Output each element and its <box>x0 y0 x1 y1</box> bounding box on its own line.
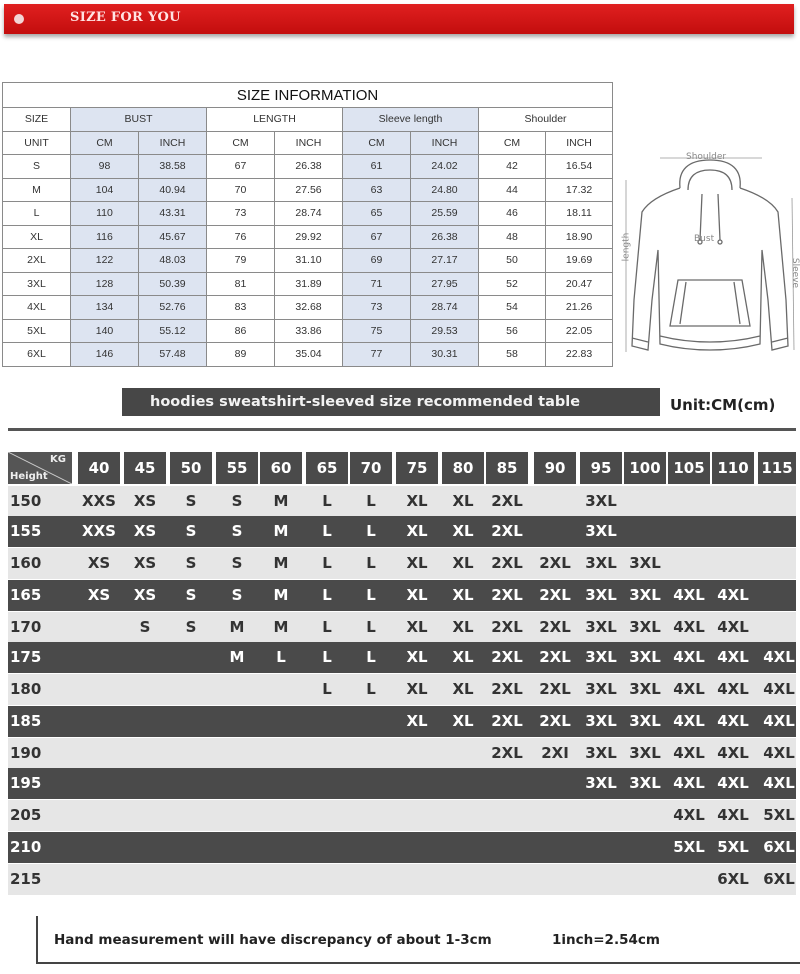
measurement-cell: 67 <box>343 225 411 249</box>
size-cell: M <box>229 648 245 666</box>
size-row <box>3 296 613 320</box>
measurement-cell: 50.39 <box>139 272 207 296</box>
weight-header-cell: 105 <box>668 452 710 484</box>
measurement-cell: 81 <box>207 272 275 296</box>
measurement-cell: 40.94 <box>139 178 207 202</box>
measurement-cell: 33.86 <box>275 319 343 343</box>
size-cell: 2XL <box>491 648 523 666</box>
banner-title: SIZE FOR YOU <box>70 10 181 25</box>
measurement-cell: 29.92 <box>275 225 343 249</box>
size-cell: 2XL <box>491 554 523 572</box>
size-cell: XXS <box>82 492 116 510</box>
height-row <box>8 738 796 769</box>
size-cell: L <box>366 618 376 636</box>
size-cell: 2XL <box>539 648 571 666</box>
size-cell: XL <box>406 554 428 572</box>
size-row <box>3 155 613 179</box>
size-cell: L <box>366 492 376 510</box>
weight-header-cell: 110 <box>712 452 754 484</box>
weight-header-cell: 50 <box>170 452 212 484</box>
size-label-cell: 2XL <box>3 249 71 273</box>
size-row <box>3 249 613 273</box>
size-cell: 6XL <box>763 838 795 856</box>
top-banner <box>4 4 794 34</box>
measurement-cell: 21.26 <box>546 296 613 320</box>
measurement-cell: 28.74 <box>275 202 343 226</box>
size-cell: 2XL <box>491 492 523 510</box>
measurement-cell: 79 <box>207 249 275 273</box>
weight-header-cell: 60 <box>260 452 302 484</box>
size-cell: 2XL <box>491 680 523 698</box>
size-label-cell: M <box>3 178 71 202</box>
weight-header-cell: 55 <box>216 452 258 484</box>
measurement-cell: 70 <box>207 178 275 202</box>
size-cell: XL <box>452 680 474 698</box>
size-cell: 4XL <box>673 618 705 636</box>
size-cell: 4XL <box>763 712 795 730</box>
measurement-cell: 31.10 <box>275 249 343 273</box>
size-row <box>3 178 613 202</box>
size-cell: M <box>273 586 289 604</box>
measurement-cell: 116 <box>71 225 139 249</box>
banner-dot-icon <box>14 14 24 24</box>
size-cell: 3XL <box>585 586 617 604</box>
size-label-cell: 5XL <box>3 319 71 343</box>
size-cell: XL <box>452 618 474 636</box>
measurement-cell: 69 <box>343 249 411 273</box>
measurement-cell: 18.11 <box>546 202 613 226</box>
size-cell: 3XL <box>629 618 661 636</box>
size-cell: 4XL <box>717 774 749 792</box>
height-label: 170 <box>10 618 42 636</box>
size-cell: 4XL <box>673 648 705 666</box>
size-cell: L <box>366 522 376 540</box>
size-cell: 5XL <box>673 838 705 856</box>
diagram-label-shoulder: Shoulder <box>686 152 727 162</box>
height-row <box>8 800 796 831</box>
measurement-cell: 48 <box>479 225 546 249</box>
size-cell: 3XL <box>629 774 661 792</box>
measurement-cell: 42 <box>479 155 546 179</box>
size-cell: L <box>366 648 376 666</box>
size-cell: XL <box>406 712 428 730</box>
size-cell: XL <box>406 648 428 666</box>
size-cell: 2XL <box>491 744 523 762</box>
size-cell: 4XL <box>717 712 749 730</box>
height-label: 210 <box>10 838 42 856</box>
footer-box <box>36 916 800 964</box>
height-row <box>8 674 796 705</box>
size-cell: XL <box>406 680 428 698</box>
size-cell: M <box>273 522 289 540</box>
size-recommendation-grid <box>8 452 796 888</box>
size-label-cell: 3XL <box>3 272 71 296</box>
measurement-cell: 98 <box>71 155 139 179</box>
size-cell: 5XL <box>763 806 795 824</box>
measurement-cell: 27.95 <box>411 272 479 296</box>
size-cell: L <box>322 554 332 572</box>
size-cell: 3XL <box>585 618 617 636</box>
size-row <box>3 202 613 226</box>
size-cell: XL <box>452 554 474 572</box>
size-cell: 2XL <box>539 586 571 604</box>
weight-header-cell: 95 <box>580 452 622 484</box>
measurement-cell: 50 <box>479 249 546 273</box>
unit-cell: CM <box>343 131 411 155</box>
measurement-cell: 128 <box>71 272 139 296</box>
height-row <box>8 612 796 643</box>
size-cell: 4XL <box>763 680 795 698</box>
header-bust: BUST <box>71 108 207 132</box>
measurement-cell: 63 <box>343 178 411 202</box>
size-table-title: SIZE INFORMATION <box>3 83 613 108</box>
size-cell: L <box>322 680 332 698</box>
diagram-label-length: length <box>621 232 632 262</box>
size-cell: XXS <box>82 522 116 540</box>
measurement-cell: 71 <box>343 272 411 296</box>
hoodie-diagram <box>622 150 798 370</box>
size-cell: 2XL <box>491 712 523 730</box>
size-cell: 4XL <box>673 712 705 730</box>
weight-header-row <box>8 452 796 484</box>
size-row <box>3 319 613 343</box>
size-cell: S <box>185 492 197 510</box>
size-cell: 3XL <box>585 554 617 572</box>
size-cell: M <box>229 618 245 636</box>
grid-corner <box>8 452 72 484</box>
size-cell: 4XL <box>673 744 705 762</box>
measurement-cell: 16.54 <box>546 155 613 179</box>
measurement-cell: 24.80 <box>411 178 479 202</box>
height-row <box>8 486 796 517</box>
measurement-cell: 73 <box>343 296 411 320</box>
size-row <box>3 225 613 249</box>
size-row <box>3 343 613 367</box>
measurement-cell: 20.47 <box>546 272 613 296</box>
size-cell: S <box>231 586 243 604</box>
height-row <box>8 832 796 863</box>
measurement-cell: 55.12 <box>139 319 207 343</box>
size-cell: XL <box>452 648 474 666</box>
size-cell: XS <box>133 554 157 572</box>
height-label: 150 <box>10 492 42 510</box>
measurement-cell: 43.31 <box>139 202 207 226</box>
measurement-cell: 31.89 <box>275 272 343 296</box>
size-cell: 3XL <box>585 774 617 792</box>
measurement-cell: 26.38 <box>275 155 343 179</box>
size-cell: 3XL <box>585 648 617 666</box>
size-cell: L <box>322 492 332 510</box>
size-cell: 4XL <box>763 648 795 666</box>
size-cell: XL <box>406 586 428 604</box>
size-cell: 4XL <box>673 774 705 792</box>
header-length: LENGTH <box>207 108 343 132</box>
size-cell: 3XL <box>629 680 661 698</box>
size-cell: L <box>322 522 332 540</box>
height-label: 190 <box>10 744 42 762</box>
measurement-cell: 86 <box>207 319 275 343</box>
size-cell: L <box>322 586 332 604</box>
measurement-cell: 140 <box>71 319 139 343</box>
measurement-cell: 38.58 <box>139 155 207 179</box>
hoodie-illustration <box>622 150 798 366</box>
measurement-cell: 52.76 <box>139 296 207 320</box>
size-cell: 4XL <box>717 744 749 762</box>
unit-cell: CM <box>71 131 139 155</box>
size-cell: 3XL <box>629 744 661 762</box>
size-cell: XL <box>406 522 428 540</box>
measurement-cell: 122 <box>71 249 139 273</box>
measurement-cell: 104 <box>71 178 139 202</box>
measurement-cell: 134 <box>71 296 139 320</box>
size-cell: 3XL <box>585 522 617 540</box>
measurement-cell: 73 <box>207 202 275 226</box>
size-cell: 2XL <box>491 618 523 636</box>
size-cell: 4XL <box>717 648 749 666</box>
height-row <box>8 580 796 611</box>
size-cell: 3XL <box>629 554 661 572</box>
size-label-cell: 6XL <box>3 343 71 367</box>
size-cell: S <box>185 522 197 540</box>
header-sleeve: Sleeve length <box>343 108 479 132</box>
measurement-cell: 30.31 <box>411 343 479 367</box>
size-cell: L <box>322 618 332 636</box>
measurement-cell: 67 <box>207 155 275 179</box>
size-cell: 4XL <box>717 618 749 636</box>
weight-header-cell: 85 <box>486 452 528 484</box>
recommend-title-bar: hoodies sweatshirt-sleeved size recommended table <box>122 388 660 416</box>
size-cell: XL <box>452 492 474 510</box>
size-label-cell: S <box>3 155 71 179</box>
measurement-cell: 76 <box>207 225 275 249</box>
height-row <box>8 706 796 737</box>
measurement-cell: 24.02 <box>411 155 479 179</box>
weight-header-cell: 80 <box>442 452 484 484</box>
measurement-cell: 44 <box>479 178 546 202</box>
size-cell: 2XI <box>541 744 569 762</box>
unit-cell: CM <box>479 131 546 155</box>
size-cell: S <box>231 492 243 510</box>
size-cell: 4XL <box>717 680 749 698</box>
size-cell: XL <box>452 712 474 730</box>
height-row <box>8 548 796 579</box>
height-label: 185 <box>10 712 42 730</box>
measurement-cell: 48.03 <box>139 249 207 273</box>
size-cell: 6XL <box>717 870 749 888</box>
measurement-cell: 35.04 <box>275 343 343 367</box>
size-cell: 2XL <box>539 554 571 572</box>
size-cell: 3XL <box>585 492 617 510</box>
diagram-label-sleeve: Sleeve <box>790 257 800 289</box>
size-cell: XS <box>133 586 157 604</box>
measurement-cell: 19.69 <box>546 249 613 273</box>
measurement-cell: 22.05 <box>546 319 613 343</box>
height-label: 205 <box>10 806 42 824</box>
measurement-cell: 45.67 <box>139 225 207 249</box>
measurement-cell: 22.83 <box>546 343 613 367</box>
unit-cell: UNIT <box>3 131 71 155</box>
size-cell: M <box>273 492 289 510</box>
measurement-cell: 77 <box>343 343 411 367</box>
size-cell: 2XL <box>539 680 571 698</box>
size-cell: S <box>231 554 243 572</box>
corner-height-label: Height <box>10 471 48 482</box>
measurement-cell: 89 <box>207 343 275 367</box>
size-cell: L <box>366 680 376 698</box>
weight-header-cell: 45 <box>124 452 166 484</box>
weight-header-cell: 115 <box>758 452 796 484</box>
measurement-cell: 54 <box>479 296 546 320</box>
size-cell: 3XL <box>629 712 661 730</box>
size-table-unit-row <box>3 131 613 155</box>
size-cell: XL <box>406 618 428 636</box>
size-cell: 4XL <box>717 806 749 824</box>
measurement-cell: 29.53 <box>411 319 479 343</box>
size-cell: L <box>366 586 376 604</box>
measurement-cell: 58 <box>479 343 546 367</box>
measurement-cell: 65 <box>343 202 411 226</box>
size-cell: 3XL <box>629 586 661 604</box>
size-cell: XS <box>133 522 157 540</box>
size-cell: 2XL <box>539 712 571 730</box>
size-cell: XL <box>406 492 428 510</box>
section-divider <box>8 428 796 431</box>
height-label: 215 <box>10 870 42 888</box>
size-cell: XS <box>87 586 111 604</box>
inch-conversion: 1inch=2.54cm <box>552 932 660 948</box>
height-row <box>8 642 796 673</box>
size-cell: 4XL <box>673 586 705 604</box>
size-cell: XL <box>452 522 474 540</box>
measurement-cell: 27.56 <box>275 178 343 202</box>
size-cell: 3XL <box>585 680 617 698</box>
measurement-cell: 17.32 <box>546 178 613 202</box>
measurement-note: Hand measurement will have discrepancy of about 1-3cm <box>54 932 492 948</box>
size-cell: 4XL <box>763 744 795 762</box>
measurement-cell: 26.38 <box>411 225 479 249</box>
measurement-cell: 57.48 <box>139 343 207 367</box>
size-label-cell: L <box>3 202 71 226</box>
height-label: 160 <box>10 554 42 572</box>
unit-cell: CM <box>207 131 275 155</box>
diagram-label-bust: Bust <box>694 234 715 244</box>
height-label: 180 <box>10 680 42 698</box>
measurement-cell: 110 <box>71 202 139 226</box>
measurement-cell: 27.17 <box>411 249 479 273</box>
size-cell: 4XL <box>763 774 795 792</box>
weight-header-cell: 65 <box>306 452 348 484</box>
size-cell: 4XL <box>673 806 705 824</box>
measurement-cell: 75 <box>343 319 411 343</box>
weight-header-cell: 70 <box>350 452 392 484</box>
height-label: 175 <box>10 648 42 666</box>
size-cell: 3XL <box>629 648 661 666</box>
size-cell: L <box>322 648 332 666</box>
size-cell: S <box>185 554 197 572</box>
weight-header-cell: 90 <box>534 452 576 484</box>
size-label-cell: 4XL <box>3 296 71 320</box>
size-cell: S <box>185 586 197 604</box>
height-label: 165 <box>10 586 42 604</box>
height-row <box>8 516 796 547</box>
size-cell: 3XL <box>585 744 617 762</box>
measurement-cell: 56 <box>479 319 546 343</box>
height-label: 195 <box>10 774 42 792</box>
size-row <box>3 272 613 296</box>
corner-kg-label: KG <box>50 454 66 465</box>
size-cell: XS <box>133 492 157 510</box>
size-cell: XS <box>87 554 111 572</box>
size-cell: 3XL <box>585 712 617 730</box>
height-row <box>8 768 796 799</box>
size-cell: 5XL <box>717 838 749 856</box>
measurement-cell: 32.68 <box>275 296 343 320</box>
measurement-cell: 52 <box>479 272 546 296</box>
unit-cell: INCH <box>139 131 207 155</box>
measurement-cell: 28.74 <box>411 296 479 320</box>
height-row <box>8 864 796 895</box>
header-shoulder: Shoulder <box>479 108 613 132</box>
measurement-cell: 61 <box>343 155 411 179</box>
size-cell: L <box>276 648 286 666</box>
size-cell: S <box>231 522 243 540</box>
measurement-cell: 25.59 <box>411 202 479 226</box>
measurement-cell: 146 <box>71 343 139 367</box>
size-cell: S <box>139 618 151 636</box>
weight-header-cell: 100 <box>624 452 666 484</box>
measurement-cell: 46 <box>479 202 546 226</box>
size-cell: XL <box>452 586 474 604</box>
size-cell: L <box>366 554 376 572</box>
size-cell: M <box>273 618 289 636</box>
size-cell: 4XL <box>717 586 749 604</box>
weight-header-cell: 40 <box>78 452 120 484</box>
measurement-cell: 83 <box>207 296 275 320</box>
unit-cell: INCH <box>275 131 343 155</box>
unit-cell: INCH <box>546 131 613 155</box>
size-cell: 2XL <box>491 586 523 604</box>
unit-cell: INCH <box>411 131 479 155</box>
header-size: SIZE <box>3 108 71 132</box>
size-cell: 2XL <box>539 618 571 636</box>
height-label: 155 <box>10 522 42 540</box>
size-cell: S <box>185 618 197 636</box>
size-information-table <box>2 82 613 367</box>
measurement-cell: 18.90 <box>546 225 613 249</box>
size-cell: 4XL <box>673 680 705 698</box>
size-table-header-row <box>3 108 613 132</box>
size-cell: M <box>273 554 289 572</box>
size-cell: 6XL <box>763 870 795 888</box>
weight-header-cell: 75 <box>396 452 438 484</box>
size-cell: 2XL <box>491 522 523 540</box>
size-label-cell: XL <box>3 225 71 249</box>
unit-label: Unit:CM(cm) <box>670 396 776 414</box>
